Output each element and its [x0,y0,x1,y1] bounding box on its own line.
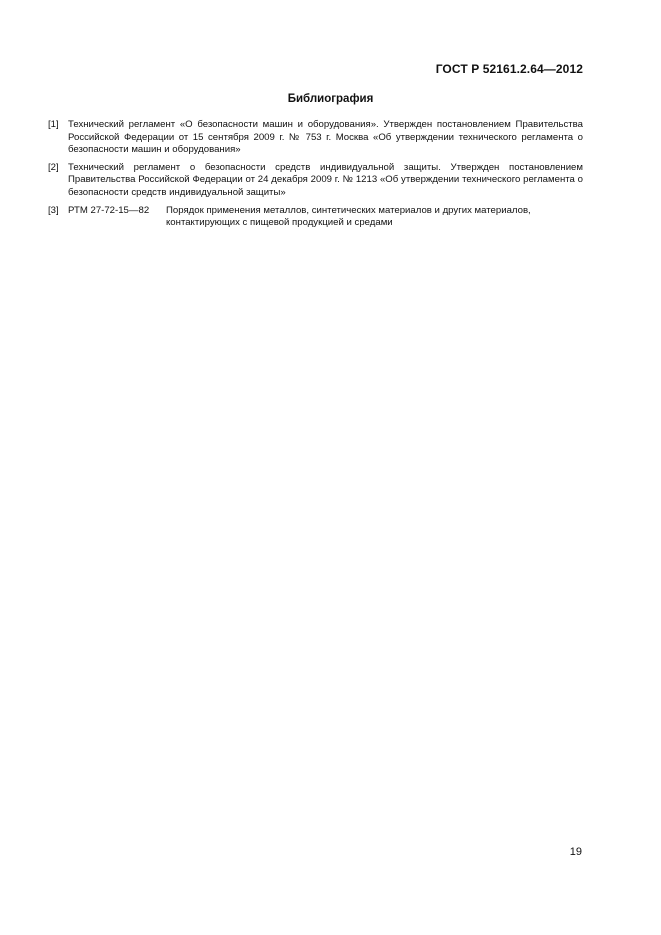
bibliography-item [48,205,583,230]
bibliography-item-number: [2] [48,161,59,173]
bibliography-item-number: [3] [48,204,59,216]
bibliography-item-text: Порядок применения металлов, синтетических материалов и других материалов, контактирующих с пищевой продукцией и средами [166,204,531,229]
document-code: ГОСТ Р 52161.2.64—2012 [435,62,583,76]
page-number: 19 [569,846,582,858]
bibliography-item-code: РТМ 27-72-15—82 [68,204,150,216]
bibliography-item [48,119,583,157]
bibliography-list [48,119,583,235]
section-title: Библиография [287,93,374,105]
bibliography-item-text: Технический регламент о безопасности средств индивидуальной защиты. Утвержден постановлением Правительства Российской Федерации от 24 декабря 2009 г. № 1213 «Об утверждении технического регламента о безопасности средств индивидуальной защиты» [68,161,583,198]
bibliography-item [48,162,583,200]
bibliography-item-number: [1] [48,119,59,130]
bibliography-item-text: Технический регламент «О безопасности машин и оборудования». Утвержден постановлением Правительства Российской Федерации от 15 сентября 2009 г. № 753 г. Москва «Об утверждении технического регламента о безопасности машин и оборудования» [68,119,583,156]
